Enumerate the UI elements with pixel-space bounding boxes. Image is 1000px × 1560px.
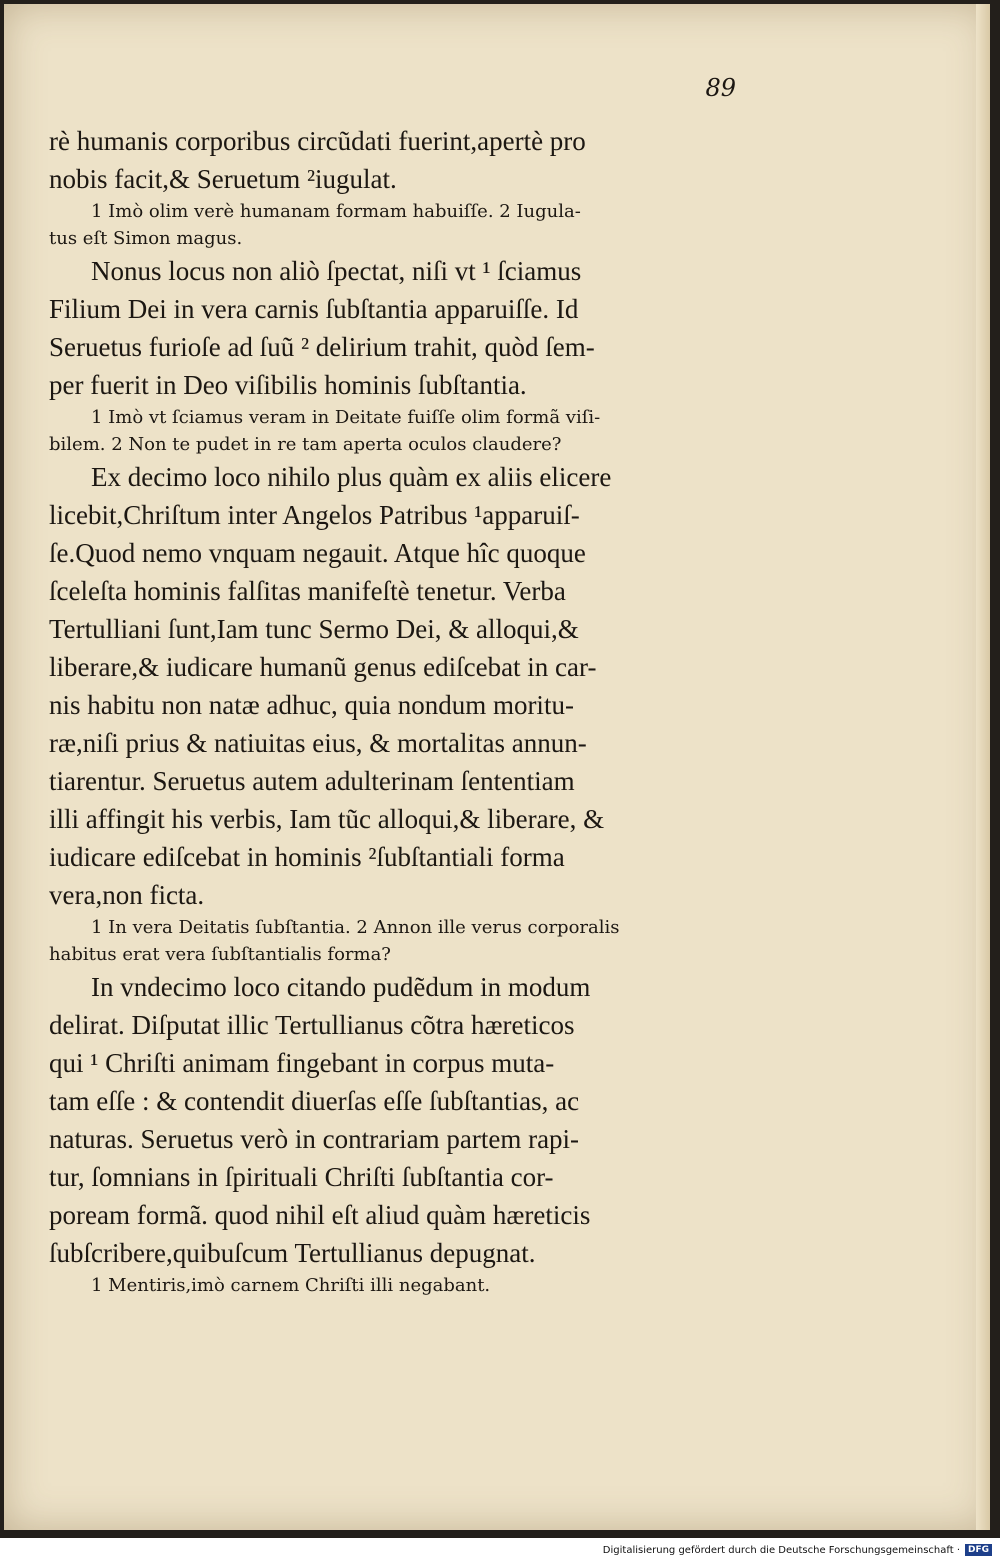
text-line: liberare,& iudicare humanũ genus ediſcebat in car- xyxy=(49,652,597,682)
marginal-note-line: bilem. 2 Non te pudet in re tam aperta oculos claudere? xyxy=(49,434,562,455)
marginal-note-line: 1 In vera Deitatis ſubſtantia. 2 Annon ille verus corporalis xyxy=(91,917,620,938)
text-line: ræ,niſi prius & natiuitas eius, & mortalitas annun- xyxy=(49,728,587,758)
marginal-note-line: 1 Imò olim verè humanam formam habuiſſe. 2 Iugula- xyxy=(91,201,581,222)
text-line: In vndecimo loco citando pudẽdum in modum xyxy=(91,972,591,1002)
page-edge xyxy=(976,4,990,1530)
marginal-note-line: 1 Imò vt ſciamus veram in Deitate fuiſſe olim formã viſi- xyxy=(91,407,601,428)
text-line: ſubſcribere,quibuſcum Tertullianus depugnat. xyxy=(49,1238,536,1268)
text-line: Seruetus furioſe ad ſuũ ² delirium trahit, quòd ſem- xyxy=(49,332,595,362)
page-number: 89 xyxy=(705,74,736,102)
footer-credit: Digitalisierung gefördert durch die Deutsche Forschungsgemeinschaft · xyxy=(602,1545,960,1556)
text-line: delirat. Diſputat illic Tertullianus cõtra hæreticos xyxy=(49,1010,575,1040)
page-text-block xyxy=(49,122,739,1299)
text-line: iudicare ediſcebat in hominis ²ſubſtantiali forma xyxy=(49,842,565,872)
text-line: qui ¹ Chriſti animam fingebant in corpus muta- xyxy=(49,1048,555,1078)
text-line: Ex decimo loco nihilo plus quàm ex aliis elicere xyxy=(91,462,612,492)
text-line: tiarentur. Seruetus autem adulterinam ſententiam xyxy=(49,766,575,796)
text-line: ſe.Quod nemo vnquam negauit. Atque hîc quoque xyxy=(49,538,586,568)
book-page xyxy=(4,4,990,1530)
text-line: Filium Dei in vera carnis ſubſtantia apparuiſſe. Id xyxy=(49,294,579,324)
text-line: naturas. Seruetus verò in contrariam partem rapi- xyxy=(49,1124,580,1154)
text-line: licebit,Chriſtum inter Angelos Patribus ¹apparuiſ- xyxy=(49,500,580,530)
text-line: nobis facit,& Seruetum ²iugulat. xyxy=(49,164,397,194)
text-line: Nonus locus non aliò ſpectat, niſi vt ¹ ſciamus xyxy=(91,256,582,286)
text-line: per fuerit in Deo viſibilis hominis ſubſtantia. xyxy=(49,370,527,400)
text-line: rè humanis corporibus circũdati fuerint,apertè pro xyxy=(49,126,586,156)
text-line: poream formã. quod nihil eſt aliud quàm hæreticis xyxy=(49,1200,591,1230)
text-line: illi affingit his verbis, Iam tũc alloqui,& liberare, & xyxy=(49,804,605,834)
marginal-note-line: tus eſt Simon magus. xyxy=(49,228,243,249)
digitization-footer xyxy=(0,1538,1000,1560)
text-line: vera,non ficta. xyxy=(49,880,205,910)
dfg-logo: DFG xyxy=(965,1544,992,1556)
text-line: ſceleſta hominis falſitas manifeſtè tenetur. Verba xyxy=(49,576,566,606)
marginal-note-line: habitus erat vera ſubſtantialis forma? xyxy=(49,944,391,965)
text-line: Tertulliani ſunt,Iam tunc Sermo Dei, & alloqui,& xyxy=(49,614,579,644)
marginal-note-line: 1 Mentiris,imò carnem Chriſti illi negabant. xyxy=(91,1275,491,1296)
text-line: tur, ſomnians in ſpirituali Chriſti ſubſtantia cor- xyxy=(49,1162,554,1192)
text-line: tam eſſe : & contendit diuerſas eſſe ſubſtantias, ac xyxy=(49,1086,580,1116)
text-line: nis habitu non natæ adhuc, quia nondum moritu- xyxy=(49,690,574,720)
